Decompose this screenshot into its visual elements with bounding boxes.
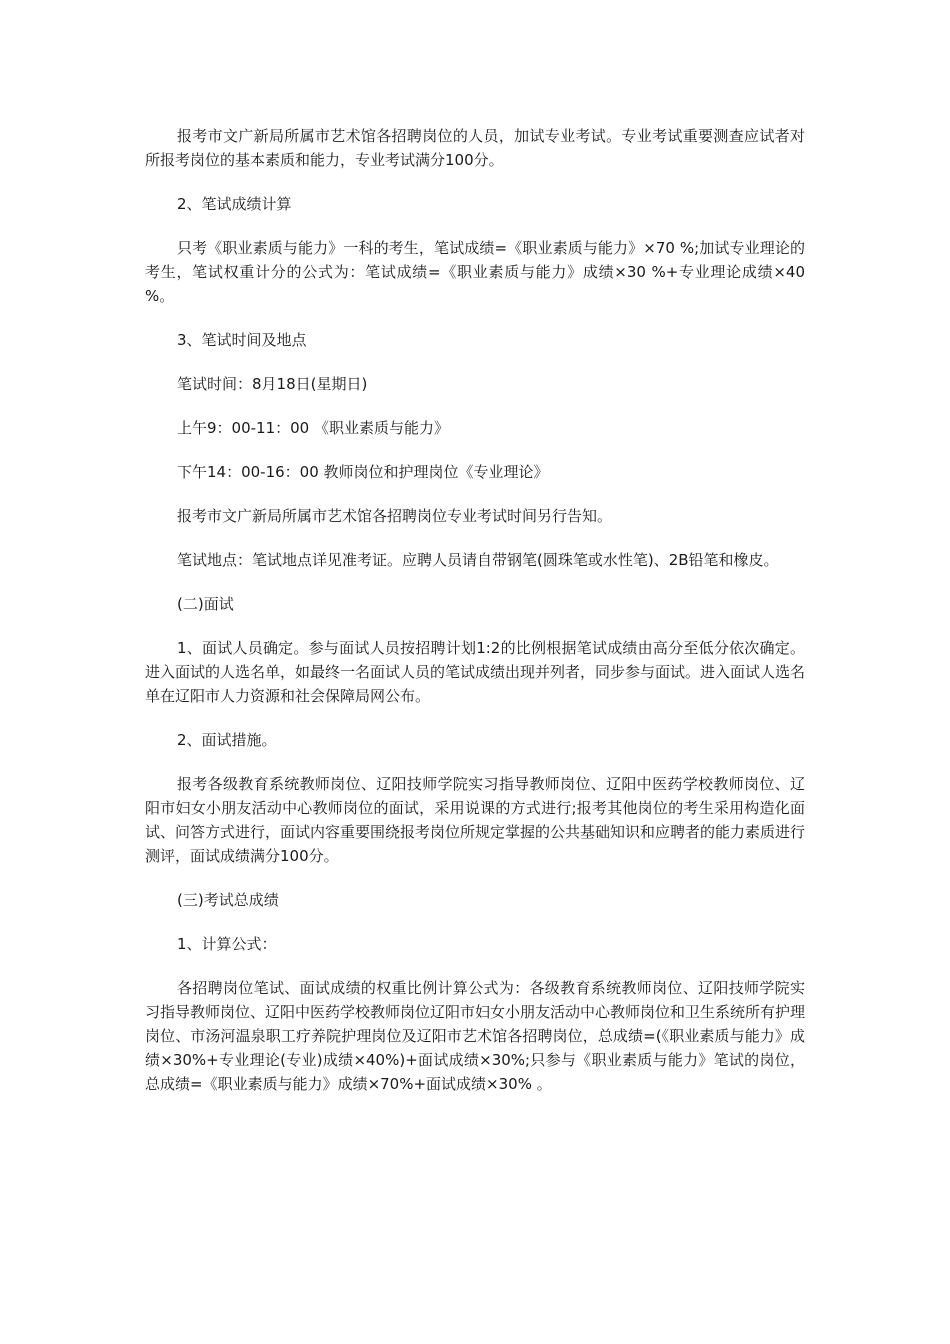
- paragraph-written-location: 笔试地点：笔试地点详见准考证。应聘人员请自带钢笔(圆珠笔或水性笔)、2B铅笔和橡皮。: [177, 551, 779, 569]
- paragraph-afternoon-session: 下午14：00-16：00 教师岗位和护理岗位《专业理论》: [177, 463, 549, 481]
- heading-formula: 1、计算公式：: [177, 935, 277, 953]
- heading-interview: (二)面试: [177, 595, 234, 613]
- paragraph-specialty-exam: 报考市文广新局所属市艺术馆各招聘岗位的人员，加试专业考试。专业考试重要测查应试者对所报考岗位的基本素质和能力，专业考试满分100分。: [145, 127, 805, 169]
- heading-written-score-calc: 2、笔试成绩计算: [177, 195, 292, 213]
- heading-written-time-place: 3、笔试时间及地点: [177, 331, 307, 349]
- paragraph-written-score-formula: 只考《职业素质与能力》一科的考生，笔试成绩=《职业素质与能力》×70 %;加试专业理论的考生，笔试权重计分的公式为：笔试成绩=《职业素质与能力》成绩×30 %+专业理论成绩×40 %。: [145, 239, 810, 305]
- document-body: [145, 124, 810, 1116]
- paragraph-interview-method: 报考各级教育系统教师岗位、辽阳技师学院实习指导教师岗位、辽阳中医药学校教师岗位、辽阳市妇女小朋友活动中心教师岗位的面试，采用说课的方式进行;报考其他岗位的考生采用构造化面试、问答方式进行，面试内容重要围绕报考岗位所规定掌握的公共基础知识和应聘者的能力素质进行测评，面试成绩满分100分。: [145, 775, 806, 865]
- heading-interview-method: 2、面试措施。: [177, 731, 277, 749]
- paragraph-morning-session: 上午9：00-11：00 《职业素质与能力》: [177, 419, 449, 437]
- paragraph-specialty-time-notice: 报考市文广新局所属市艺术馆各招聘岗位专业考试时间另行告知。: [177, 507, 613, 525]
- paragraph-total-score-formula: 各招聘岗位笔试、面试成绩的权重比例计算公式为：各级教育系统教师岗位、辽阳技师学院实习指导教师岗位、辽阳中医药学校教师岗位辽阳市妇女小朋友活动中心教师岗位和卫生系统所有护理岗位、市汤河温泉职工疗养院护理岗位及辽阳市艺术馆各招聘岗位，总成绩=(《职业素质与能力》成绩×30%+专业理论(专业)成绩×40%)+面试成绩×30%;只参与《职业素质与能力》笔试的岗位，总成绩=《职业素质与能力》成绩×70%+面试成绩×30% 。: [145, 979, 806, 1093]
- paragraph-interview-selection: 1、面试人员确定。参与面试人员按招聘计划1:2的比例根据笔试成绩由高分至低分依次确定。进入面试的人选名单，如最终一名面试人员的笔试成绩出现并列者，同步参与面试。进入面试人选名单在辽阳市人力资源和社会保障局网公布。: [145, 639, 806, 705]
- paragraph-written-date: 笔试时间：8月18日(星期日): [177, 375, 368, 393]
- heading-total-score: (三)考试总成绩: [177, 891, 279, 909]
